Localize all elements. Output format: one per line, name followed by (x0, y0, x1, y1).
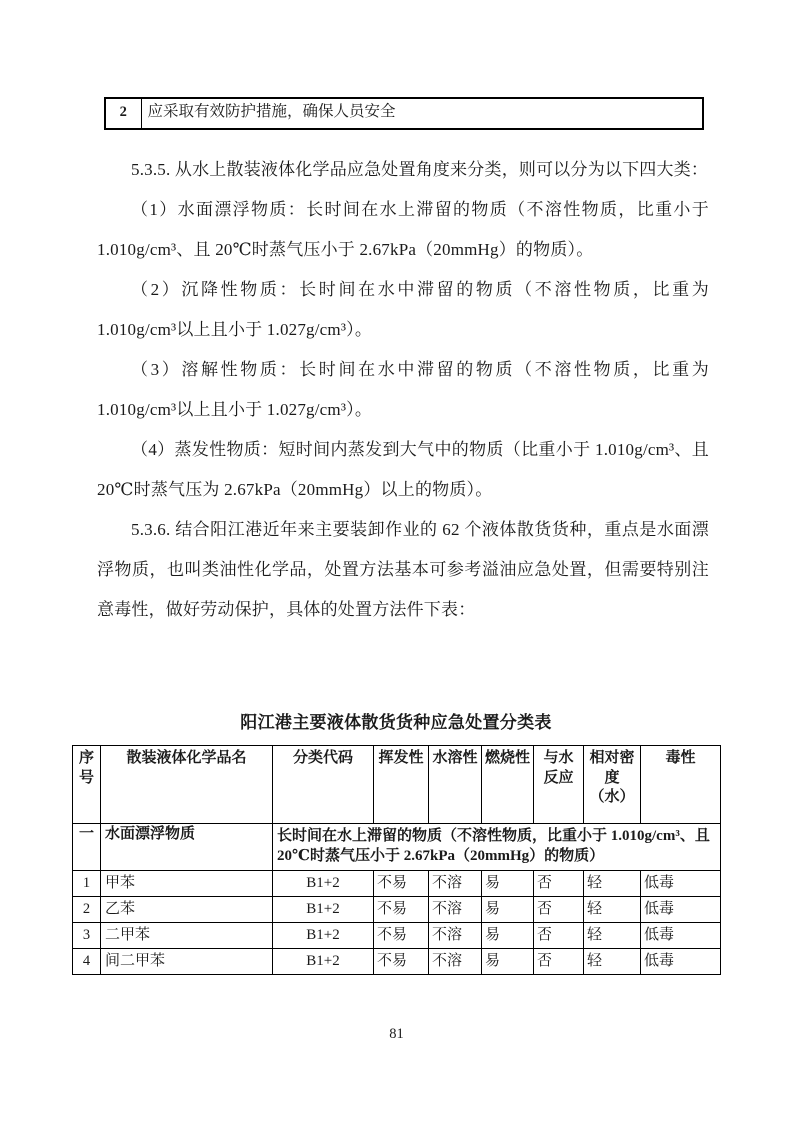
cell-volatility: 不易 (374, 871, 429, 897)
cell-solubility: 不溶 (429, 923, 482, 949)
column-header-code: 分类代码 (273, 746, 374, 824)
cell-density: 轻 (584, 923, 641, 949)
cell-volatility: 不易 (374, 923, 429, 949)
table-row (73, 897, 721, 923)
cell-code: B1+2 (273, 949, 374, 975)
cell-toxicity: 低毒 (641, 949, 721, 975)
cell-name: 乙苯 (101, 897, 273, 923)
cell-flammability: 易 (482, 949, 534, 975)
column-header-flammability: 燃烧性 (482, 746, 534, 824)
cell-code: B1+2 (273, 871, 374, 897)
top-table-row-text: 应采取有效防护措施，确保人员安全 (147, 103, 396, 120)
cell-name: 二甲苯 (101, 923, 273, 949)
paragraph-5-3-6: 5.3.6. 结合阳江港近年来主要装卸作业的 62 个液体散货货种，重点是水面漂浮物质，也叫类油性化学品，处置方法基本可参考溢油应急处置，但需要特别注意毒性，做好劳动保护，具体的处置方法件下表： (97, 520, 709, 619)
top-continuation-table (104, 97, 704, 130)
cell-name: 间二甲苯 (101, 949, 273, 975)
cell-volatility: 不易 (374, 897, 429, 923)
column-header-name: 散装液体化学品名 (101, 746, 273, 824)
cell-solubility: 不溶 (429, 897, 482, 923)
cell-toxicity: 低毒 (641, 897, 721, 923)
paragraph-item-1: （1）水面漂浮物质：长时间在水上滞留的物质（不溶性物质，比重小于 1.010g/cm³、且 20℃时蒸气压小于 2.67kPa（20mmHg）的物质）。 (97, 200, 709, 259)
cell-seq: 2 (73, 897, 101, 923)
cell-water-reaction: 否 (534, 949, 584, 975)
column-header-density: 相对密度（水） (584, 746, 641, 824)
cell-density: 轻 (584, 897, 641, 923)
cell-flammability: 易 (482, 897, 534, 923)
cell-name: 甲苯 (101, 871, 273, 897)
cell-code: B1+2 (273, 897, 374, 923)
cell-flammability: 易 (482, 871, 534, 897)
table-row (73, 923, 721, 949)
group-row-name: 水面漂浮物质 (101, 824, 273, 871)
cell-volatility: 不易 (374, 949, 429, 975)
cell-flammability: 易 (482, 923, 534, 949)
group-row-description: 长时间在水上滞留的物质（不溶性物质，比重小于 1.010g/cm³、且 20℃时蒸气压小于 2.67kPa（20mmHg）的物质） (273, 824, 721, 871)
table-header-row (73, 746, 721, 824)
cell-code: B1+2 (273, 923, 374, 949)
paragraph-item-4: （4）蒸发性物质：短时间内蒸发到大气中的物质（比重小于 1.010g/cm³、且 20℃时蒸气压为 2.67kPa（20mmHg）以上的物质）。 (97, 440, 709, 499)
page-number: 81 (389, 1026, 404, 1042)
classification-table (72, 745, 721, 975)
table-row (73, 949, 721, 975)
cell-seq: 3 (73, 923, 101, 949)
top-table-row-number: 2 (105, 98, 141, 129)
column-header-toxicity: 毒性 (641, 746, 721, 824)
cell-seq: 1 (73, 871, 101, 897)
cell-seq: 4 (73, 949, 101, 975)
paragraph-item-3: （3）溶解性物质：长时间在水中滞留的物质（不溶性物质，比重为 1.010g/cm³以上且小于 1.027g/cm³）。 (97, 360, 709, 419)
column-header-volatility: 挥发性 (374, 746, 429, 824)
table-row (73, 871, 721, 897)
paragraph-item-2: （2）沉降性物质：长时间在水中滞留的物质（不溶性物质，比重为 1.010g/cm³以上且小于 1.027g/cm³）。 (97, 280, 709, 339)
paragraph-5-3-5: 5.3.5. 从水上散装液体化学品应急处置角度来分类，则可以分为以下四大类： (131, 160, 709, 179)
column-header-solubility: 水溶性 (429, 746, 482, 824)
cell-solubility: 不溶 (429, 949, 482, 975)
cell-water-reaction: 否 (534, 871, 584, 897)
column-header-seq: 序号 (73, 746, 101, 824)
table-caption: 阳江港主要液体散货货种应急处置分类表 (240, 713, 552, 732)
cell-density: 轻 (584, 949, 641, 975)
cell-water-reaction: 否 (534, 923, 584, 949)
cell-water-reaction: 否 (534, 897, 584, 923)
table-row (105, 98, 703, 129)
body-text-block (97, 150, 709, 630)
cell-solubility: 不溶 (429, 871, 482, 897)
column-header-water-reaction: 与水反应 (534, 746, 584, 824)
cell-toxicity: 低毒 (641, 871, 721, 897)
table-group-row (73, 824, 721, 871)
cell-density: 轻 (584, 871, 641, 897)
cell-toxicity: 低毒 (641, 923, 721, 949)
group-row-seq: 一 (73, 824, 101, 871)
